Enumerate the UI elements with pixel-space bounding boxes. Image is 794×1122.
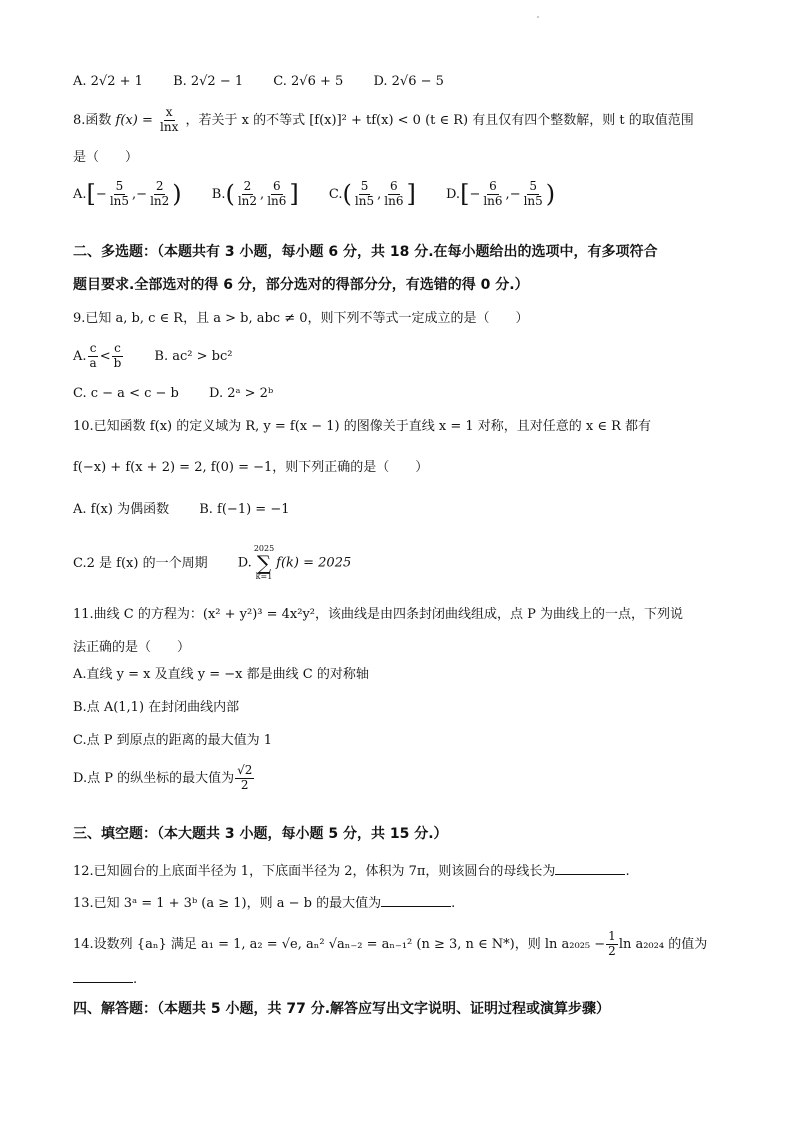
q14-frac-num: 1 — [608, 929, 616, 943]
q12-end: . — [625, 864, 630, 879]
q8-d-sign1: − — [469, 186, 481, 202]
q13-end: . — [451, 896, 456, 911]
scan-dot — [537, 16, 539, 18]
q10-d-expr: f(k) = 2025 — [276, 555, 352, 571]
q9-a-rel: < — [99, 348, 111, 364]
q7-option-c: C. 2√6 + 5 — [273, 74, 344, 89]
q8-option-a: A.[− $\frac{5}{\ln 5}$ ,− $\frac{2}{\ln 2}$ ) — [73, 179, 182, 208]
q10-line2: f(−x) + f(x + 2) = 2, f(0) = −1，则下列正确的是（ ） — [73, 460, 429, 475]
q11-option-b: B.点 A(1,1) 在封闭曲线内部 — [73, 700, 240, 715]
q11-option-d — [73, 764, 255, 793]
q8-a-close: ) — [172, 180, 182, 208]
q8-d-frac1 — [481, 180, 504, 209]
q7-options — [73, 74, 470, 90]
q10-options-row2 — [73, 545, 377, 581]
q8-c-frac2 — [382, 180, 405, 209]
q10-d-label: D. — [237, 555, 252, 571]
q8-b-num2: 6 — [272, 179, 281, 194]
q8-a-den1: ln5 — [109, 193, 130, 208]
q14-frac-den: 2 — [608, 943, 616, 958]
q8-option-b: B.( $\frac{2}{\ln 2}$ , $\frac{6}{\ln 6}$ ] — [211, 179, 299, 208]
section2-heading-line1: 二、多选题：（本题共有 3 小题，每小题 6 分，共 18 分.在每小题给出的选项中，有多项符合 — [73, 244, 658, 260]
q14-frac — [606, 930, 618, 959]
q10-option-d — [238, 545, 352, 581]
q14 — [73, 930, 707, 959]
q8-cont: 是（ ） — [73, 150, 139, 165]
q10-option-b: B. f(−1) = −1 — [199, 502, 290, 517]
q8-b-den1: ln2 — [237, 193, 258, 208]
q8-a-sign1: − — [95, 186, 107, 202]
q8-prefix: 8.函数 — [73, 112, 112, 128]
q8-a-label: A. — [73, 186, 87, 202]
q8-d-sign2: − — [509, 186, 521, 202]
q9-options-row1 — [73, 342, 258, 371]
section3-heading: 三、填空题：（本大题共 3 小题，每小题 5 分，共 15 分.） — [73, 826, 448, 842]
q8-b-frac2 — [265, 180, 288, 209]
q8-c-den2: ln6 — [384, 193, 404, 208]
q13 — [73, 894, 455, 912]
q8-func: f(x) = — [115, 112, 153, 128]
q8-d-label: D. — [445, 186, 461, 202]
q10-line1: 10.已知函数 f(x) 的定义域为 R, y = f(x − 1) 的图像关于直线 x = 1 对称，且对任意的 x ∈ R 都有 — [73, 419, 652, 434]
q10-options-row1 — [73, 502, 315, 518]
q8-d-num1: 6 — [489, 179, 497, 194]
q8-a-num1: 5 — [115, 179, 124, 194]
q9-a-label: A. — [73, 348, 87, 364]
q9-a-num1: c — [89, 341, 97, 355]
q9-option-b: B. ac² > bc² — [154, 348, 233, 364]
q8-d-den2: ln5 — [523, 193, 543, 208]
q8-option-d: D.[− $\frac{6}{\ln 6}$ ,− $\frac{5}{\ln 5}$ ) — [445, 179, 556, 208]
q8-a-frac2 — [148, 180, 171, 209]
q14-answer-blank[interactable] — [73, 970, 133, 983]
q13-answer-blank[interactable] — [381, 894, 451, 907]
q9-option-d: D. 2ᵃ > 2ᵇ — [209, 386, 274, 401]
q8-c-open: ( — [342, 180, 352, 208]
q11-option-a: A.直线 y = x 及直线 y = −x 都是曲线 C 的对称轴 — [73, 667, 369, 682]
q8-b-close: ] — [289, 180, 299, 208]
q8-b-label: B. — [211, 186, 226, 202]
q10-sum-bottom: k=1 — [255, 572, 273, 581]
q10-sum-symbol: ∑ — [256, 551, 272, 575]
q8-d-num2: 5 — [529, 179, 538, 194]
q8-stem — [73, 106, 694, 135]
q14-end: . — [133, 972, 138, 987]
q11-d-den: 2 — [240, 777, 249, 792]
q7-option-a: A. 2√2 + 1 — [73, 74, 143, 89]
q8-d-frac2 — [522, 180, 545, 209]
q8-fraction — [158, 106, 180, 135]
q10-d-sigma — [254, 545, 274, 581]
q8-b-open: ( — [225, 180, 235, 208]
q8-c-den1: ln5 — [354, 193, 375, 208]
q14-tail: ln a₂₀₂₄ 的值为 — [618, 936, 708, 952]
q11-d-text: D.点 P 的纵坐标的最大值为 — [73, 770, 235, 786]
q9-a-den2: b — [113, 355, 122, 370]
q8-b-den2: ln6 — [267, 193, 287, 208]
q8-d-open: [ — [460, 180, 470, 208]
q9-stem: 9.已知 a, b, c ∈ R，且 a > b, abc ≠ 0，则下列不等式一定成立的是（ ） — [73, 311, 529, 326]
q12 — [73, 862, 630, 880]
q8-a-open: [ — [86, 180, 96, 208]
q11-line1: 11.曲线 C 的方程为：(x² + y²)³ = 4x²y²，该曲线是由四条封闭曲线组成，点 P 为曲线上的一点，下列说 — [73, 607, 684, 622]
q9-a-den1: a — [89, 355, 97, 370]
q11-option-c: C.点 P 到原点的距离的最大值为 1 — [73, 733, 273, 748]
q11-d-frac — [235, 764, 254, 793]
section4-heading: 四、解答题：（本题共 5 小题，共 77 分.解答应写出文字说明、证明过程或演算步骤） — [73, 1001, 611, 1017]
q8-c-num2: 6 — [390, 179, 398, 194]
q8-option-c: C.( $\frac{5}{\ln 5}$ , $\frac{6}{\ln 6}$ ] — [328, 179, 416, 208]
q13-text: 13.已知 3ᵃ = 1 + 3ᵇ (a ≥ 1)，则 a − b 的最大值为 — [73, 896, 382, 911]
section2-heading-line2: 题目要求.全部选对的得 6 分，部分选对的得部分分，有选错的得 0 分.） — [73, 277, 529, 293]
q7-option-d: D. 2√6 − 5 — [373, 74, 444, 89]
q8-d-close: ) — [545, 180, 556, 208]
q8-b-frac1 — [236, 180, 259, 209]
q9-a-frac2 — [112, 342, 124, 371]
q8-c-num1: 5 — [360, 179, 369, 194]
q8-options — [73, 180, 581, 209]
q8-b-num1: 2 — [243, 179, 252, 194]
q14-answer-line — [73, 970, 137, 988]
q9-a-frac1 — [88, 342, 99, 371]
q8-c-close: ] — [406, 180, 416, 208]
q9-option-c: C. c − a < c − b — [73, 386, 179, 401]
q14-text: 14.设数列 {aₙ} 满足 a₁ = 1, a₂ = √e, aₙ² √aₙ₋₂ = aₙ₋₁² (n ≥ 3, n ∈ N*)，则 ln a₂₀₂₅ − — [73, 936, 606, 952]
q10-option-c: C.2 是 f(x) 的一个周期 — [73, 555, 208, 571]
q8-c-frac1 — [353, 180, 376, 209]
q8-frac-den: lnx — [160, 119, 179, 134]
q9-option-a — [73, 342, 124, 371]
q8-frac-num: x — [165, 105, 173, 119]
q9-a-num2: c — [114, 341, 121, 355]
q9-options-row2 — [73, 386, 299, 402]
q8-c-label: C. — [328, 186, 343, 202]
q8-a-frac1 — [108, 180, 131, 209]
q7-option-b: B. 2√2 − 1 — [173, 74, 244, 89]
q8-a-sign2: − — [136, 186, 148, 202]
q8-d-den1: ln6 — [483, 193, 503, 208]
q12-text: 12.已知圆台的上底面半径为 1，下底面半径为 2，体积为 7π，则该圆台的母线长为 — [73, 864, 556, 879]
q8-a-num2: 2 — [155, 179, 164, 194]
q8-middle: ，若关于 x 的不等式 [f(x)]² + tf(x) < 0 (t ∈ R) 有且仅有四个整数解，则 t 的取值范围 — [185, 112, 694, 128]
q10-option-a: A. f(x) 为偶函数 — [73, 502, 170, 517]
q11-line2: 法正确的是（ ） — [73, 640, 191, 655]
q11-d-num: √2 — [237, 763, 253, 777]
q8-a-den2: ln2 — [150, 193, 170, 208]
q12-answer-blank[interactable] — [555, 862, 625, 875]
q10-sum-top: 2025 — [253, 544, 275, 553]
